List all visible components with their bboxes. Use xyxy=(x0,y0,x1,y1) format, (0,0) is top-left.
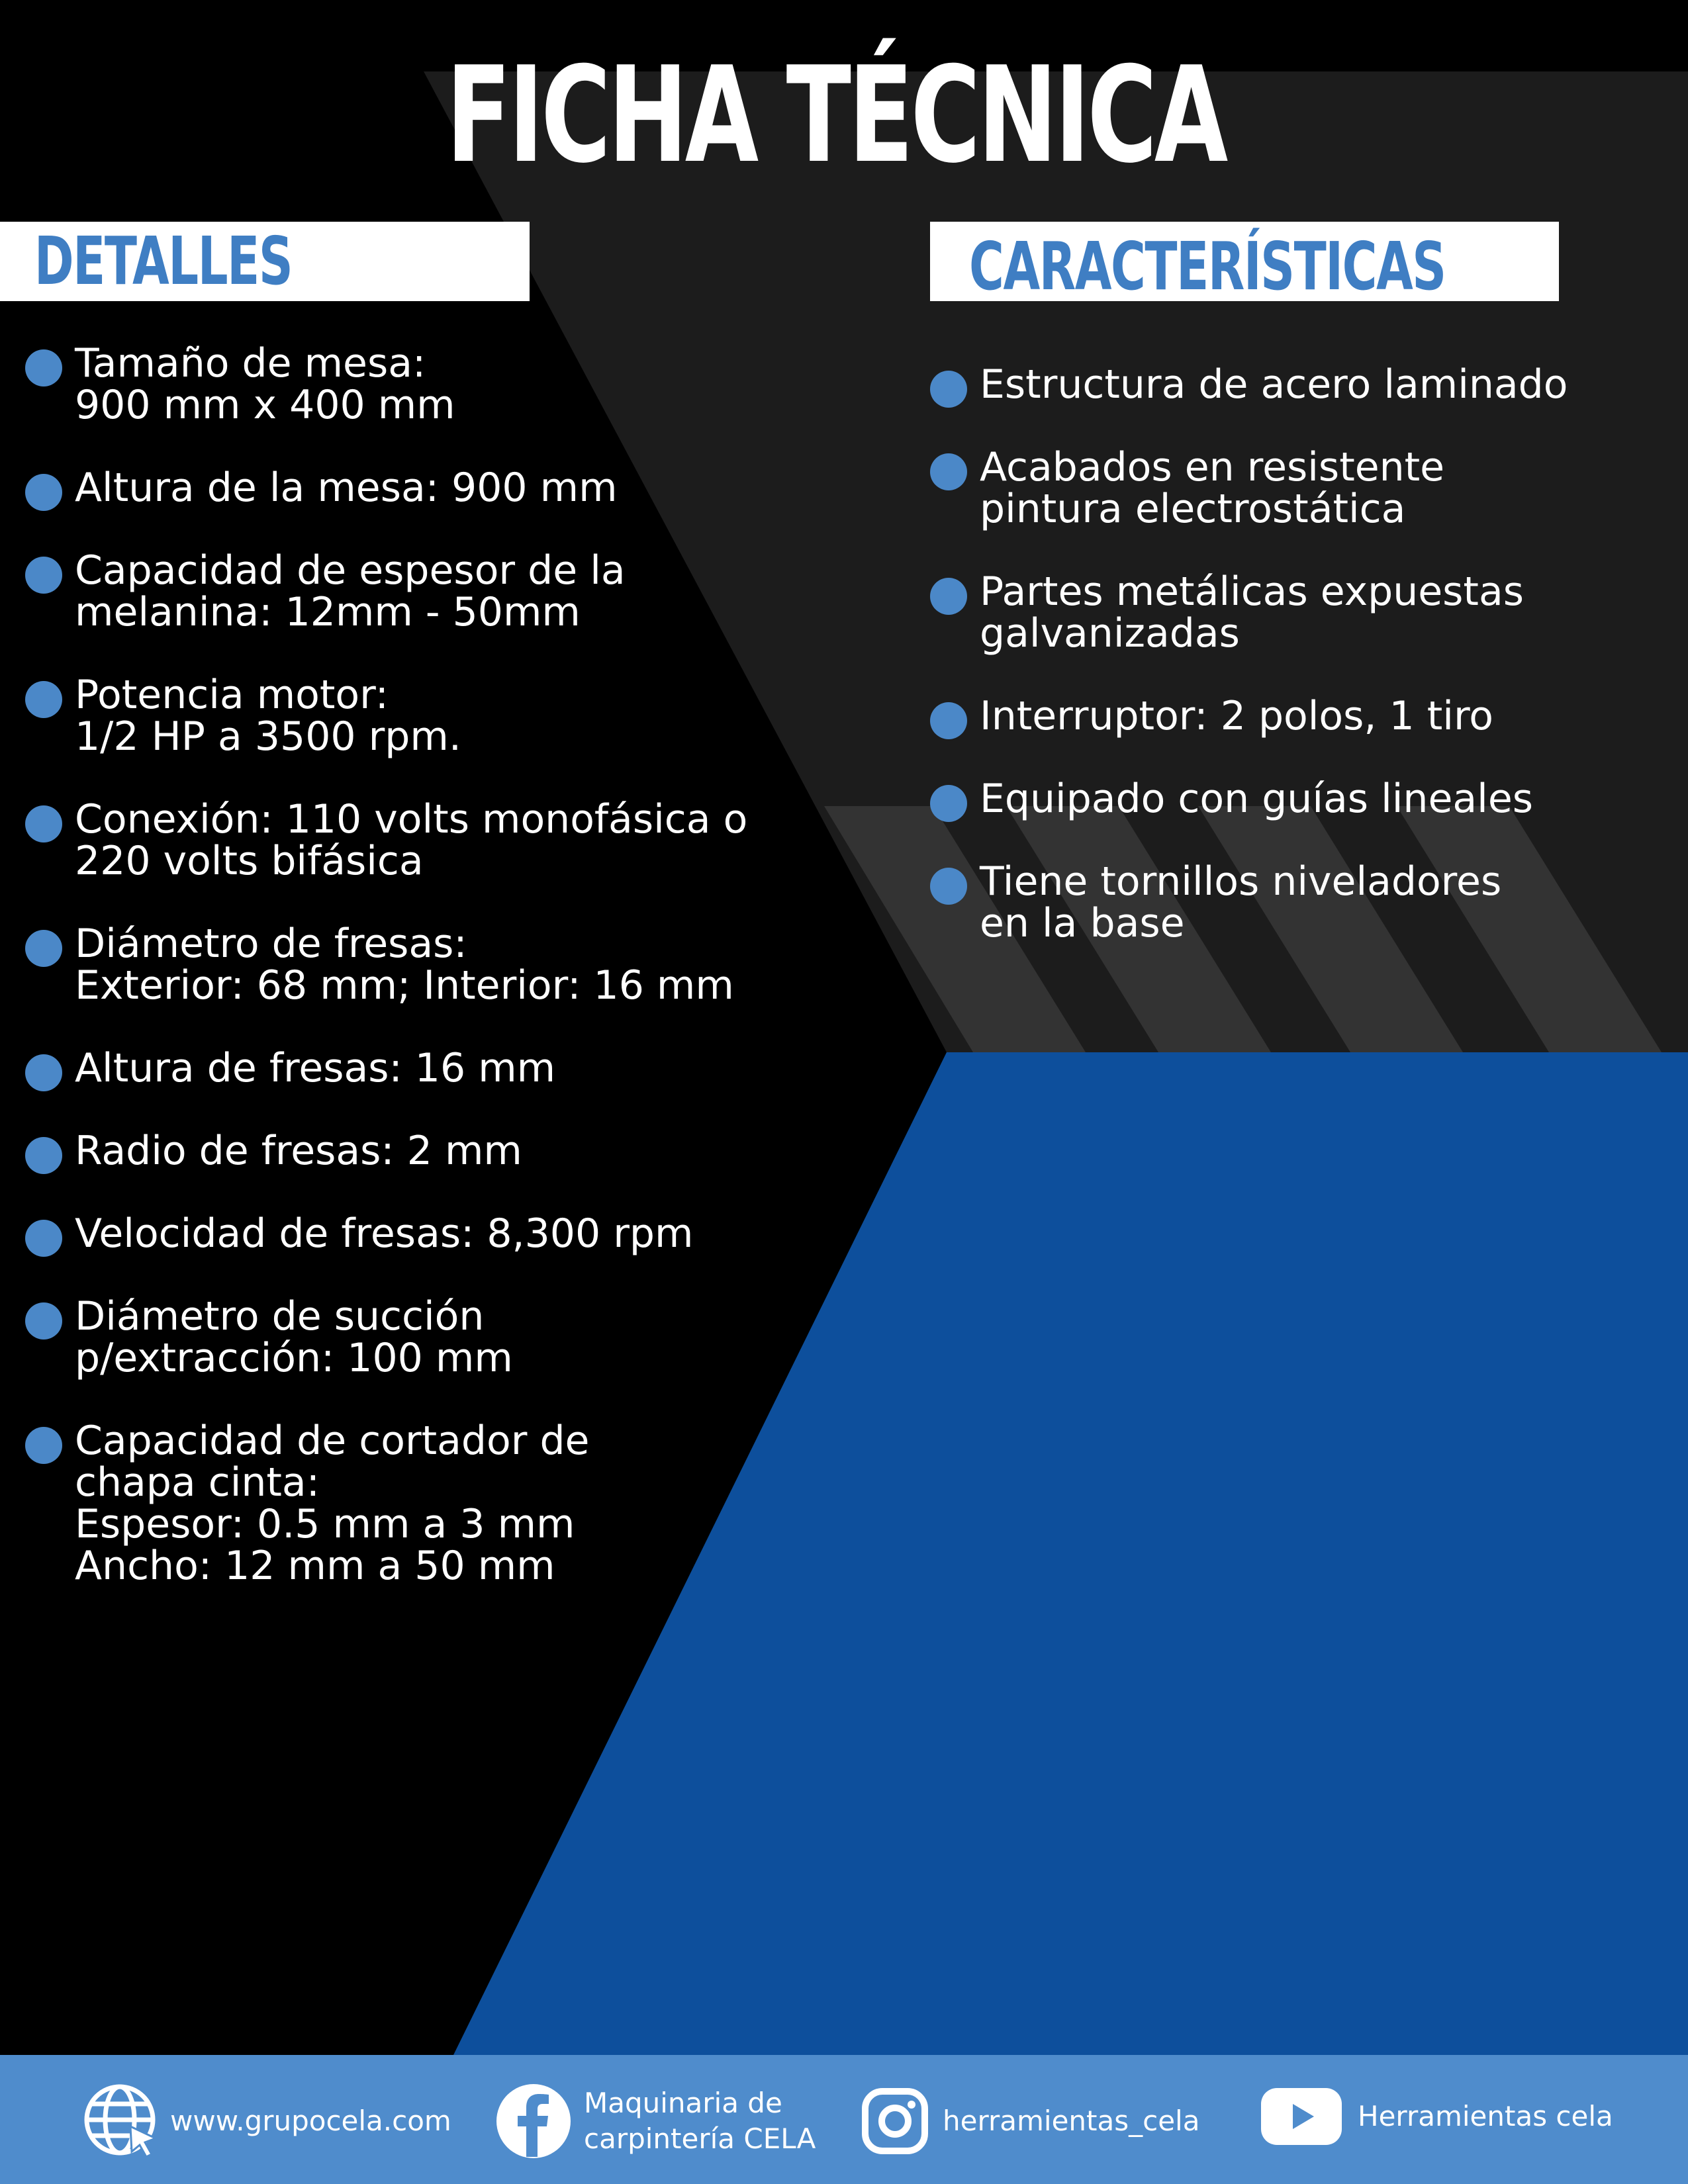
caracteristicas-list xyxy=(930,361,1671,946)
globe-icon xyxy=(83,2083,160,2160)
bullet-icon xyxy=(930,578,967,615)
list-item: Conexión: 110 volts monofásica o 220 volts bifásica xyxy=(25,799,820,882)
bullet-icon xyxy=(25,1054,62,1091)
list-item: Altura de fresas: 16 mm xyxy=(25,1048,820,1089)
facebook-link[interactable] xyxy=(495,2083,816,2160)
facebook-line1: Maquinaria de xyxy=(584,2087,782,2119)
bullet-icon xyxy=(25,681,62,718)
bullet-icon xyxy=(25,557,62,594)
bullet-icon xyxy=(25,1427,62,1464)
list-item: Estructura de acero laminado xyxy=(930,364,1671,406)
bullet-icon xyxy=(25,1302,62,1340)
list-item: Equipado con guías lineales xyxy=(930,778,1671,820)
footer-bar xyxy=(0,2055,1688,2184)
detalles-list xyxy=(25,340,820,1589)
list-item: Capacidad de espesor de la melanina: 12mm - 50mm xyxy=(25,550,820,633)
list-item: Velocidad de fresas: 8,300 rpm xyxy=(25,1213,820,1255)
bullet-icon xyxy=(930,371,967,408)
bullet-icon xyxy=(25,1137,62,1174)
instagram-link[interactable]: herramientas_cela xyxy=(862,2088,1199,2154)
bullet-icon xyxy=(25,930,62,967)
bullet-icon xyxy=(930,702,967,739)
bullet-icon xyxy=(930,453,967,490)
bullet-icon xyxy=(930,868,967,905)
list-item: Radio de fresas: 2 mm xyxy=(25,1130,820,1172)
instagram-icon xyxy=(862,2088,928,2154)
list-item: Tiene tornillos niveladores en la base xyxy=(930,861,1671,944)
list-item: Diámetro de fresas: Exterior: 68 mm; Interior: 16 mm xyxy=(25,923,820,1007)
caracteristicas-heading: CARACTERÍSTICAS xyxy=(969,228,1446,301)
bullet-icon xyxy=(25,349,62,387)
bullet-icon xyxy=(25,1220,62,1257)
list-item: Partes metálicas expuestas galvanizadas xyxy=(930,571,1671,655)
list-item: Potencia motor: 1/2 HP a 3500 rpm. xyxy=(25,674,820,758)
youtube-icon xyxy=(1261,2088,1342,2145)
list-item: Altura de la mesa: 900 mm xyxy=(25,467,820,509)
list-item: Capacidad de cortador de chapa cinta: Espesor: 0.5 mm a 3 mm Ancho: 12 mm a 50 mm xyxy=(25,1420,820,1587)
bullet-icon xyxy=(930,785,967,822)
youtube-link[interactable]: Herramientas cela xyxy=(1261,2088,1613,2145)
facebook-icon xyxy=(495,2083,572,2160)
list-item: Acabados en resistente pintura electrostática xyxy=(930,447,1671,530)
list-item: Tamaño de mesa: 900 mm x 400 mm xyxy=(25,343,820,426)
list-item: Interruptor: 2 polos, 1 tiro xyxy=(930,696,1671,737)
list-item: Diámetro de succión p/extracción: 100 mm xyxy=(25,1296,820,1379)
bullet-icon xyxy=(25,474,62,511)
bullet-icon xyxy=(25,805,62,842)
website-link[interactable]: www.grupocela.com xyxy=(83,2083,451,2160)
detalles-heading: DETALLES xyxy=(34,222,293,300)
facebook-line2: carpintería CELA xyxy=(584,2122,816,2155)
detalles-header xyxy=(0,222,530,301)
page-title: FICHA TÉCNICA xyxy=(445,38,1225,193)
caracteristicas-header xyxy=(930,222,1559,301)
